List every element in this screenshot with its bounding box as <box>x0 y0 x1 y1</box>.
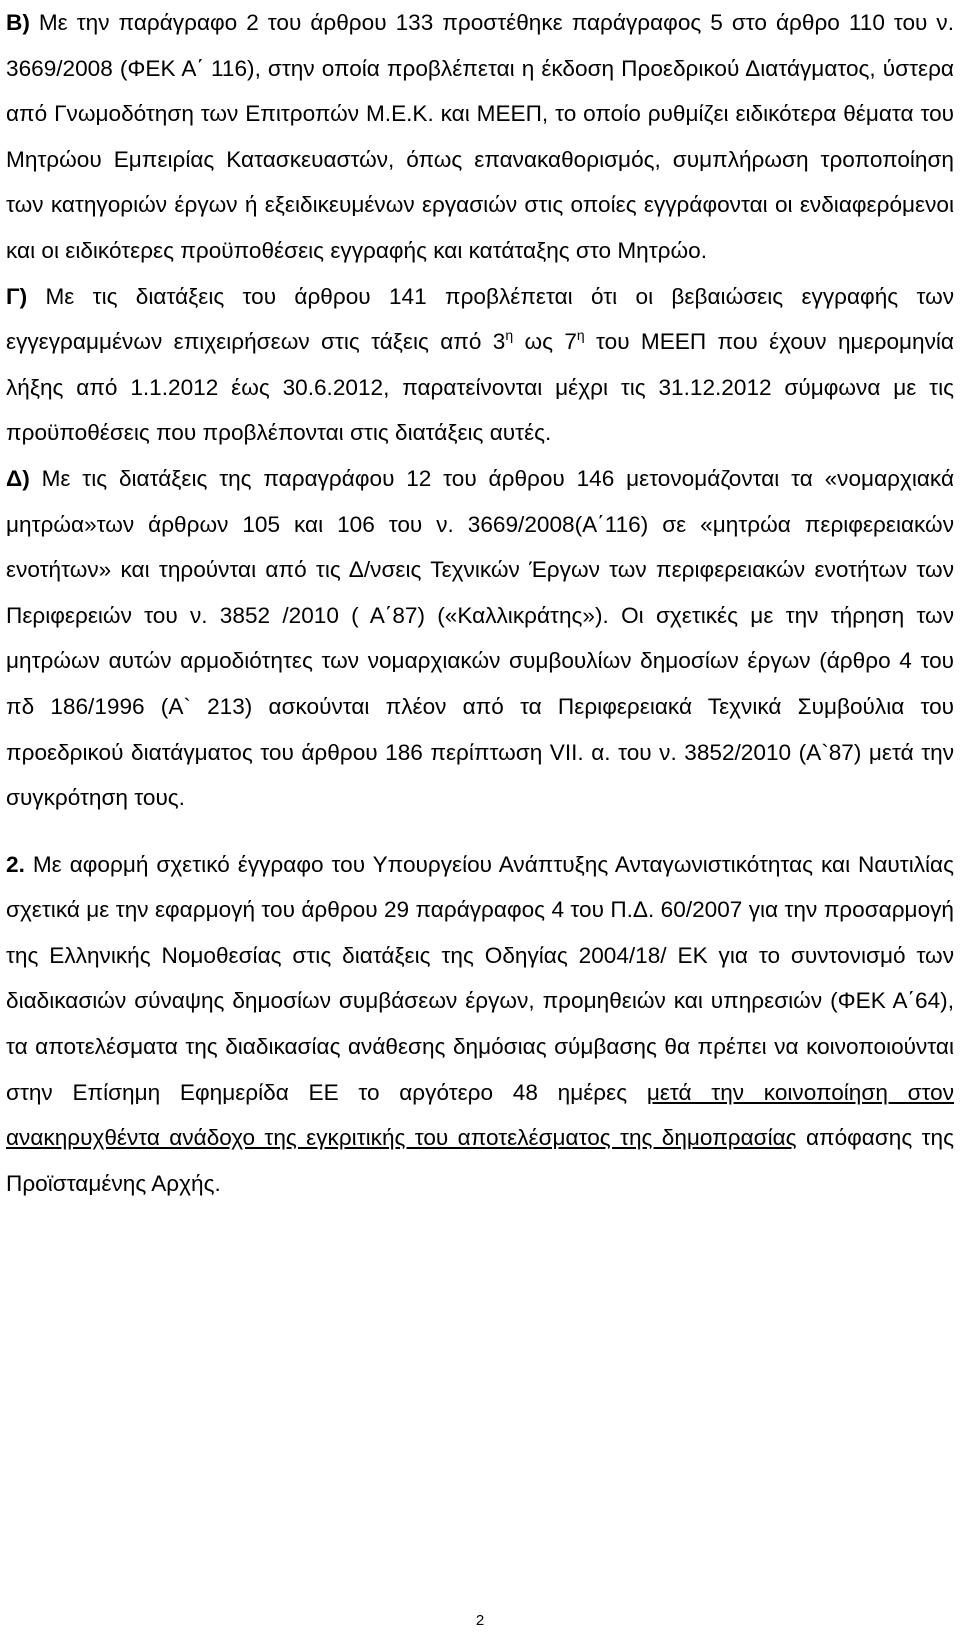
paragraph-d-label: Δ) <box>6 465 30 491</box>
page-number: 2 <box>475 1612 485 1629</box>
paragraph-b <box>6 0 954 274</box>
superscript: η <box>576 327 585 344</box>
paragraph-d <box>6 456 954 821</box>
paragraph-g-text-1: Με τις διατάξεις του άρθρου 141 προβλέπεται ότι οι βεβαιώσεις εγγραφής των εγγεγραμμένων επιχειρήσεων στις τάξεις από 3 <box>6 283 955 355</box>
document-page <box>6 0 954 1206</box>
paragraph-2-label: 2. <box>6 851 25 877</box>
paragraph-b-label: Β) <box>6 10 30 35</box>
paragraph-g-text-3: του ΜΕΕΠ που έχουν ημερομηνία λήξης από 1.1.2012 έως 30.6.2012, παρατείνονται μέχρι τις 31.12.2012 σύμφωνα με τις προϋποθέσεις που προβλέπονται στις διατάξεις αυτές. <box>6 329 954 446</box>
section-spacer <box>6 821 954 842</box>
paragraph-2 <box>6 842 954 1207</box>
paragraph-g-label: Γ) <box>6 283 28 309</box>
paragraph-2-text-2: απόφασης της Προϊσταμένης Αρχής. <box>6 1125 954 1196</box>
paragraph-2-text-1: Με αφορμή σχετικό έγγραφο του Υπουργείου Ανάπτυξης Ανταγωνιστικότητας και Ναυτιλίας σχετικά με την εφαρμογή του άρθρου 29 παράγραφος 4 του Π.Δ. 60/2007 για την προσαρμογή της Ελληνικής Νομοθεσίας στις διατάξεις της Οδηγίας 2004/18/ ΕΚ για το συντονισμό των διαδικασιών σύναψης δημοσίων συμβάσεων έργων, προμηθειών και υπηρεσιών (ΦΕΚ Α΄64), τα αποτελέσματα της διαδικασίας ανάθεσης δημόσιας σύμβασης θα πρέπει να κοινοποιούνται στην Επίσημη Εφημερίδα ΕΕ το αργότερο 48 ημέρες <box>6 851 955 1105</box>
paragraph-d-text: Με τις διατάξεις της παραγράφου 12 του άρθρου 146 μετονομάζονται τα «νομαρχιακά μητρώα»των άρθρων 105 και 106 του ν. 3669/2008(Α΄116) σε «μητρώα περιφερειακών ενοτήτων» και τηρούνται από τις Δ/νσεις Τεχνικών Έργων των περιφερειακών ενοτήτων των Περιφερειών του ν. 3852 /2010 ( Α΄87) («Καλλικράτης»). Οι σχετικές με την τήρηση των μητρώων αυτών αρμοδιότητες των νομαρχιακών συμβουλίων δημοσίων έργων (άρθρο 4 του πδ 186/1996 (Α` 213) ασκούνται πλέον από τα Περιφερειακά Τεχνικά Συμβούλια του προεδρικού διατάγματος του άρθρου 186 περίπτωση VII. α. του ν. 3852/2010 (Α`87) μετά την συγκρότηση τους. <box>6 465 955 811</box>
paragraph-g-text-2: ως 7 <box>524 329 577 355</box>
underlined-text: μετά την κοινοποίηση στον ανακηρυχθέντα ανάδοχο της εγκριτικής του αποτελέσματος της δημοπρασίας <box>6 1079 954 1151</box>
superscript: η <box>505 327 514 344</box>
paragraph-b-text: Με την παράγραφο 2 του άρθρου 133 προστέθηκε παράγραφος 5 στο άρθρο 110 του ν. 3669/2008 (ΦΕΚ Α΄ 116), στην οποία προβλέπεται η έκδοση Προεδρικού Διατάγματος, ύστερα από Γνωμοδότηση των Επιτροπών Μ.Ε.Κ. και ΜΕΕΠ, το οποίο ρυθμίζει ειδικότερα θέματα του Μητρώου Εμπειρίας Κατασκευαστών, όπως επανακαθορισμός, συμπλήρωση τροποποίηση των κατηγοριών έργων ή εξειδικευμένων εργασιών στις οποίες εγγράφονται οι ενδιαφερόμενοι και οι ειδικότερες προϋποθέσεις εγγραφής και κατάταξης στο Μητρώο. <box>6 10 954 263</box>
paragraph-g <box>6 274 954 456</box>
